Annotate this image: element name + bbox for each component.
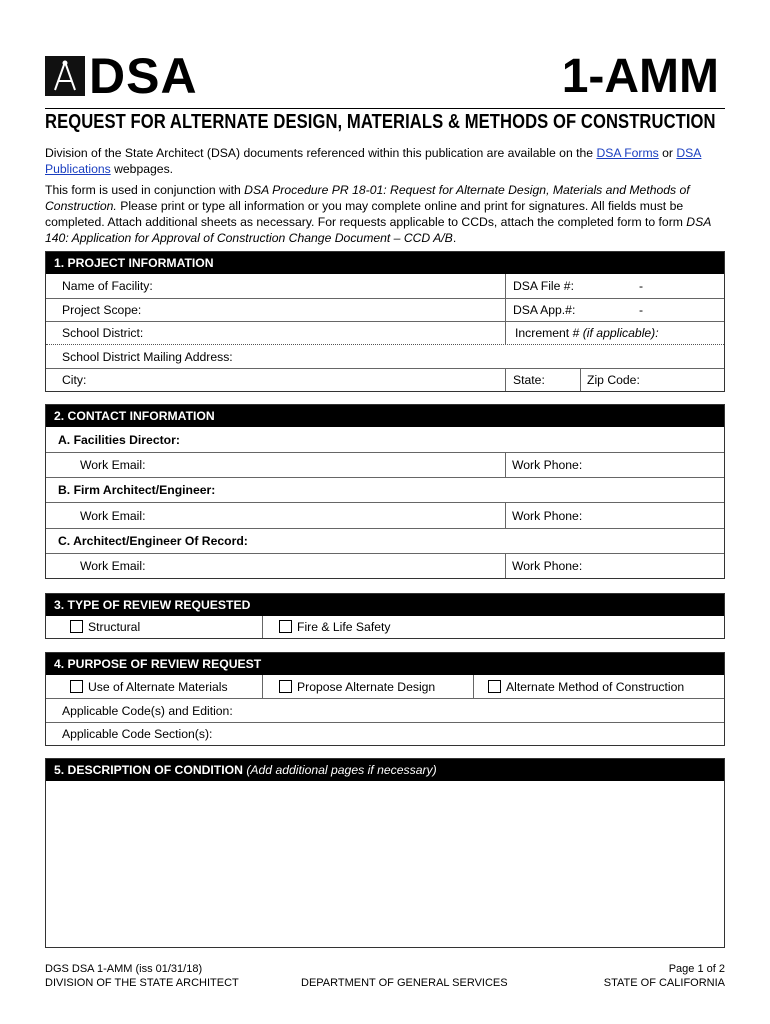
fire-life-safety-label: Fire & Life Safety	[297, 620, 391, 634]
footer-division: DIVISION OF THE STATE ARCHITECT	[45, 977, 239, 989]
logo-text: DSA	[89, 48, 198, 104]
alternate-materials-label: Use of Alternate Materials	[88, 679, 228, 694]
footer-form-id: DGS DSA 1-AMM (iss 01/31/18)	[45, 963, 203, 975]
section-purpose-of-review	[45, 652, 725, 746]
applicable-code-sections-field[interactable]: Applicable Code Section(s):	[62, 727, 213, 741]
form-title: REQUEST FOR ALTERNATE DESIGN, MATERIALS & METHODS OF CONSTRUCTION	[45, 111, 716, 133]
form-reference: DSA 140: Application for Approval of Construction Change Document – CCD A/B	[45, 215, 711, 245]
section-heading: 4. PURPOSE OF REVIEW REQUEST	[46, 653, 724, 675]
firm-architect-row	[46, 477, 724, 502]
alternate-design-label: Propose Alternate Design	[297, 679, 436, 694]
review-type-row	[46, 616, 724, 638]
facility-row	[46, 274, 724, 298]
contact-a-row	[46, 452, 724, 477]
section-heading	[46, 759, 724, 781]
section-project-information	[45, 251, 725, 392]
applicable-codes-field[interactable]: Applicable Code(s) and Edition:	[62, 703, 233, 718]
divider	[262, 675, 263, 698]
work-email-field[interactable]: Work Email:	[80, 508, 146, 523]
intro-paragraph-1	[45, 145, 725, 177]
scope-row	[46, 298, 724, 321]
architect-of-record-field[interactable]: C. Architect/Engineer Of Record:	[58, 534, 248, 548]
contact-c-row	[46, 553, 724, 578]
form-number: 1-AMM	[561, 50, 719, 103]
district-row	[46, 321, 724, 344]
section-heading-label: 5. DESCRIPTION OF CONDITION	[54, 763, 243, 777]
section-contact-information	[45, 404, 725, 579]
work-phone-field[interactable]: Work Phone:	[512, 508, 583, 523]
facilities-director-field[interactable]: A. Facilities Director:	[58, 432, 180, 447]
increment-label: Increment #	[515, 326, 580, 340]
alternate-materials-option[interactable]	[70, 680, 228, 694]
section-heading: 2. CONTACT INFORMATION	[46, 405, 724, 427]
intro-text: This form is used in conjunction with	[45, 183, 245, 197]
divider	[473, 675, 474, 698]
city-field[interactable]: City:	[62, 373, 87, 387]
zip-code-field[interactable]: Zip Code:	[587, 373, 640, 387]
fire-life-safety-checkbox[interactable]	[279, 620, 292, 633]
divider	[505, 369, 506, 391]
code-sections-row	[46, 722, 724, 745]
dsa-publications-link[interactable]: DSA Publications	[45, 146, 702, 176]
alternate-method-label: Alternate Method of Construction	[506, 679, 685, 694]
purpose-options-row	[46, 675, 724, 698]
work-email-field[interactable]: Work Email:	[80, 559, 146, 573]
section-type-of-review	[45, 593, 725, 639]
mailing-address-field[interactable]: School District Mailing Address:	[62, 349, 233, 364]
name-of-facility-field[interactable]: Name of Facility:	[62, 279, 153, 293]
school-district-field[interactable]: School District:	[62, 326, 144, 340]
contact-b-row	[46, 502, 724, 528]
intro-text: Please print or type all information or you may complete online and print for signatures. All fields must be completed. Attach additional sheets as necessary. For requests applicable to CCDs, attach the completed form to form	[45, 199, 687, 229]
dsa-app-field[interactable]: DSA App.#:	[513, 303, 576, 317]
structural-option[interactable]	[70, 620, 140, 634]
footer-department: DEPARTMENT OF GENERAL SERVICES	[301, 977, 508, 989]
intro-text: .	[452, 231, 457, 245]
structural-label: Structural	[88, 620, 141, 634]
structural-checkbox[interactable]	[70, 620, 83, 633]
alternate-method-option[interactable]	[488, 680, 684, 694]
divider	[262, 616, 263, 638]
alternate-design-option[interactable]	[279, 680, 435, 694]
footer-page-number: Page 1 of 2	[668, 963, 725, 975]
dsa-logo	[45, 48, 198, 104]
divider	[505, 453, 506, 477]
alternate-materials-checkbox[interactable]	[70, 680, 83, 693]
compass-icon	[45, 56, 85, 96]
description-textarea[interactable]	[46, 781, 724, 947]
fire-life-safety-option[interactable]	[279, 620, 390, 634]
codes-row	[46, 698, 724, 722]
mailing-row	[46, 344, 724, 368]
section-heading-note: (Add additional pages if necessary)	[246, 763, 437, 777]
form-header	[45, 48, 725, 108]
work-email-field[interactable]: Work Email:	[80, 458, 146, 472]
divider	[505, 554, 506, 578]
divider	[505, 322, 506, 344]
divider	[580, 369, 581, 391]
divider	[505, 299, 506, 321]
increment-note: (if applicable):	[582, 326, 659, 340]
facilities-director-row	[46, 427, 724, 452]
section-heading: 3. TYPE OF REVIEW REQUESTED	[46, 594, 724, 616]
architect-of-record-row	[46, 528, 724, 553]
intro-text: webpages.	[110, 162, 174, 176]
city-row	[46, 368, 724, 391]
dsa-file-dash: -	[639, 279, 644, 293]
section-description-of-condition	[45, 758, 725, 948]
procedure-reference: DSA Procedure PR 18-01: Request for Alternate Design, Materials and Methods of Construction.	[45, 183, 690, 213]
section-heading: 1. PROJECT INFORMATION	[46, 252, 724, 274]
state-field[interactable]: State:	[513, 373, 545, 387]
work-phone-field[interactable]: Work Phone:	[512, 458, 583, 472]
intro-paragraph-2	[45, 182, 725, 246]
alternate-design-checkbox[interactable]	[279, 680, 292, 693]
firm-architect-field[interactable]: B. Firm Architect/Engineer:	[58, 483, 216, 497]
dsa-forms-link[interactable]: DSA Forms	[596, 146, 659, 160]
header-rule	[45, 108, 725, 109]
divider	[505, 503, 506, 528]
increment-field[interactable]	[515, 326, 659, 340]
work-phone-field[interactable]: Work Phone:	[512, 559, 583, 573]
dsa-app-dash: -	[639, 303, 644, 317]
intro-text: or	[658, 146, 677, 160]
alternate-method-checkbox[interactable]	[488, 680, 501, 693]
dsa-file-field[interactable]: DSA File #:	[513, 279, 574, 293]
divider	[505, 274, 506, 298]
project-scope-field[interactable]: Project Scope:	[62, 303, 142, 317]
footer-state: STATE OF CALIFORNIA	[603, 977, 725, 989]
intro-text: Division of the State Architect (DSA) documents referenced within this publication are available on the	[45, 146, 597, 160]
